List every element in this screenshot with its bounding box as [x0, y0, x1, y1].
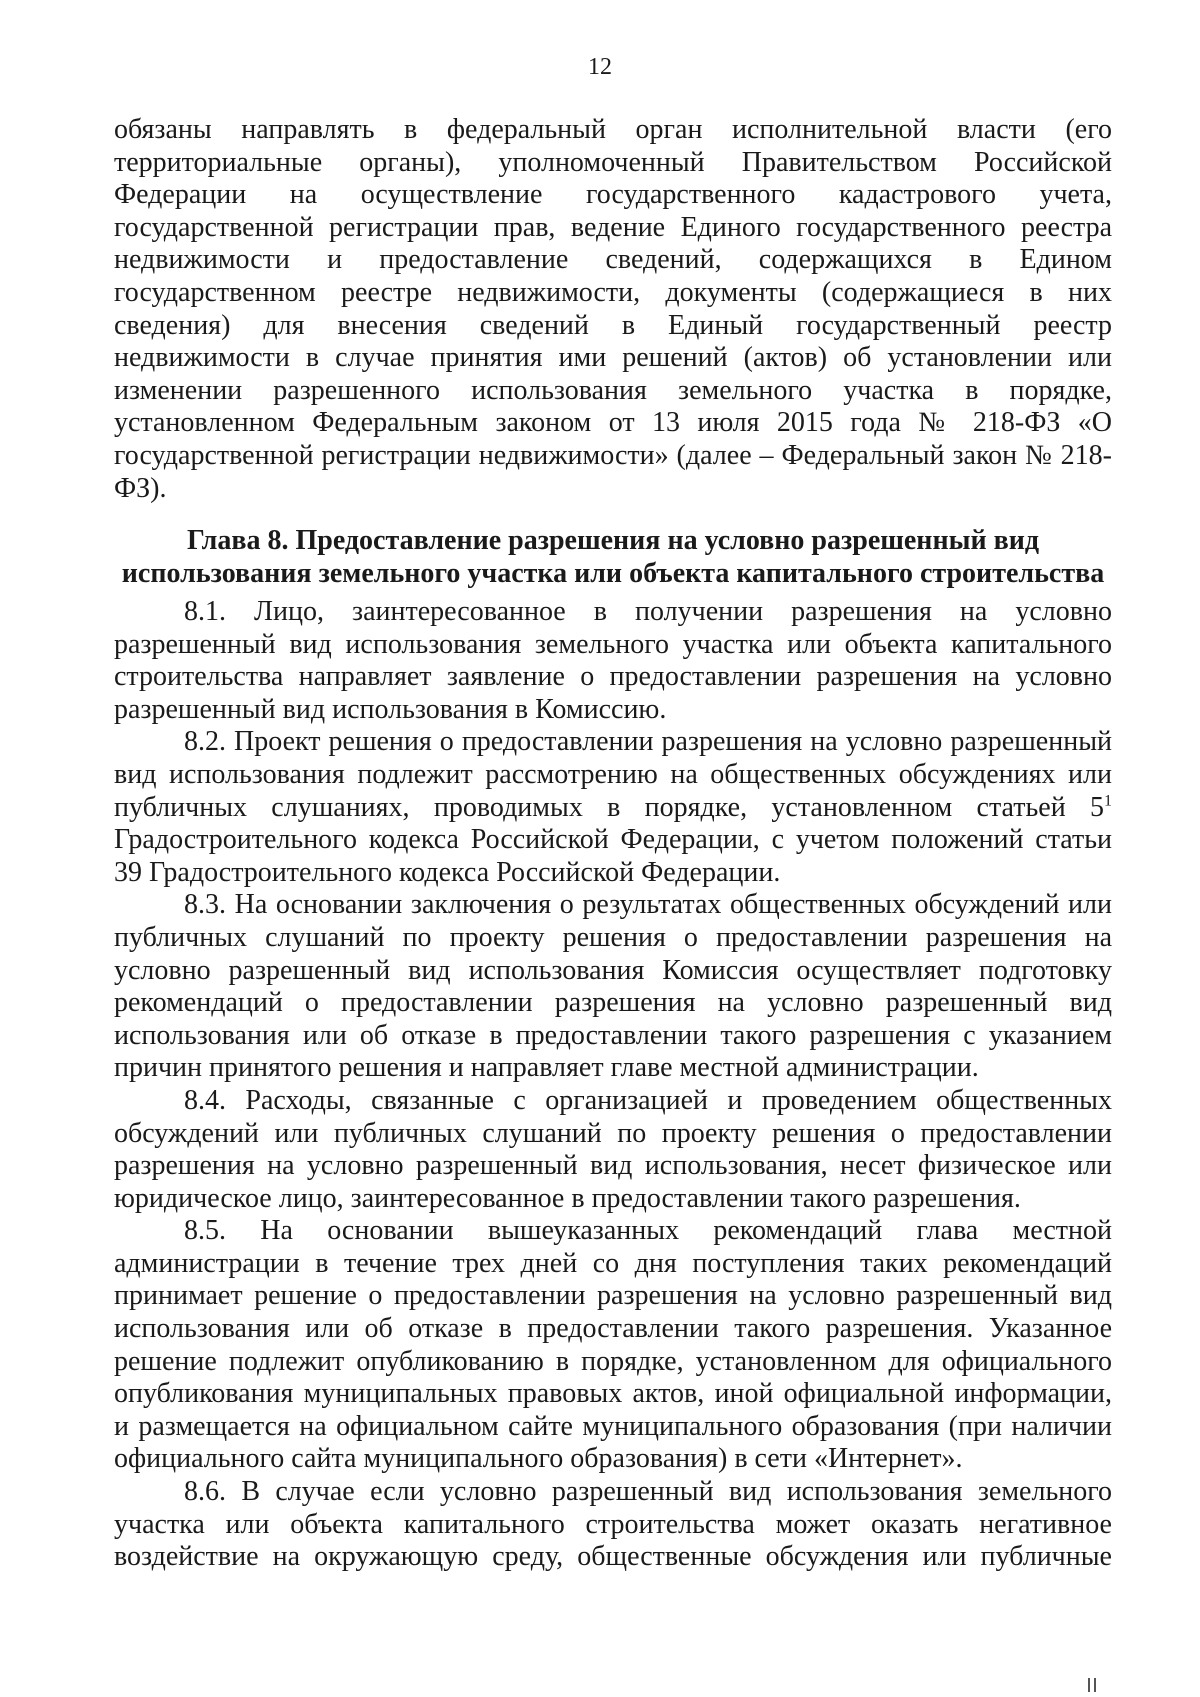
article-superscript: 1	[1104, 792, 1112, 810]
scan-artifact-mark	[1088, 1678, 1090, 1692]
paragraph-8-3: 8.3. На основании заключения о результатах общественных обсуждений или публичных слушаний по проекту решения о предоставлении разрешения на условно разрешенный вид использования Комиссия осуществляет подготовку рекомендаций о предоставлении разрешения на условно разрешенный вид использования или об отказе в предоставлении такого разрешения с указанием причин принятого решения и направляет главе местной администрации.	[114, 889, 1112, 1084]
paragraph-8-2	[114, 726, 1112, 889]
chapter-heading	[114, 524, 1112, 590]
chapter-heading-line-2: использования земельного участка или объекта капитального строительства	[121, 558, 1105, 589]
intro-paragraph: обязаны направлять в федеральный орган исполнительной власти (его территориальные органы), уполномоченный Правительством Российской Федерации на осуществление государственного кадастрового учета, государственной регистрации прав, ведение Единого государственного реестра недвижимости и предоставление сведений, содержащихся в Едином государственном реестре недвижимости, документы (содержащиеся в них сведения) для внесения сведений в Единый государственный реестр недвижимости в случае принятия ими решений (актов) об установлении или изменении разрешенного использования земельного участка в порядке, установленном Федеральным законом от 13 июля 2015 года № 218-ФЗ «О государственной регистрации недвижимости» (далее – Федеральный закон № 218-ФЗ).	[114, 114, 1112, 504]
chapter-body	[114, 596, 1112, 1574]
chapter-heading-line-1: Глава 8. Предоставление разрешения на условно разрешенный вид	[186, 525, 1039, 556]
paragraph-8-2-text-a: 8.2. Проект решения о предоставлении разрешения на условно разрешенный вид использования подлежит рассмотрению на общественных обсуждениях или публичных слушаниях, проводимых в порядке, установленном статьей 5	[114, 726, 1112, 823]
paragraph-8-2-text-b: Градостроительного кодекса Российской Федерации, с учетом положений статьи 39 Градостроительного кодекса Российской Федерации.	[114, 824, 1112, 888]
paragraph-8-1: 8.1. Лицо, заинтересованное в получении разрешения на условно разрешенный вид использования земельного участка или объекта капитального строительства направляет заявление о предоставлении разрешения на условно разрешенный вид использования в Комиссию.	[114, 596, 1112, 725]
paragraph-8-5: 8.5. На основании вышеуказанных рекомендаций глава местной администрации в течение трех дней со дня поступления таких рекомендаций принимает решение о предоставлении разрешения на условно разрешенный вид использования или об отказе в предоставлении такого разрешения. Указанное решение подлежит опубликованию в порядке, установленном для официального опубликования муниципальных правовых актов, иной официальной информации, и размещается на официальном сайте муниципального образования (при наличии официального сайта муниципального образования) в сети «Интернет».	[114, 1215, 1112, 1475]
scan-artifact-mark	[1094, 1678, 1096, 1692]
page-number: 12	[588, 54, 612, 80]
paragraph-8-4: 8.4. Расходы, связанные с организацией и проведением общественных обсуждений или публичных слушаний по проекту решения о предоставлении разрешения на условно разрешенный вид использования, несет физическое или юридическое лицо, заинтересованное в предоставлении такого разрешения.	[114, 1084, 1112, 1214]
paragraph-8-6: 8.6. В случае если условно разрешенный вид использования земельного участка или объекта капитального строительства может оказать негативное воздействие на окружающую среду, общественные обсуждения или публичные	[114, 1476, 1112, 1573]
